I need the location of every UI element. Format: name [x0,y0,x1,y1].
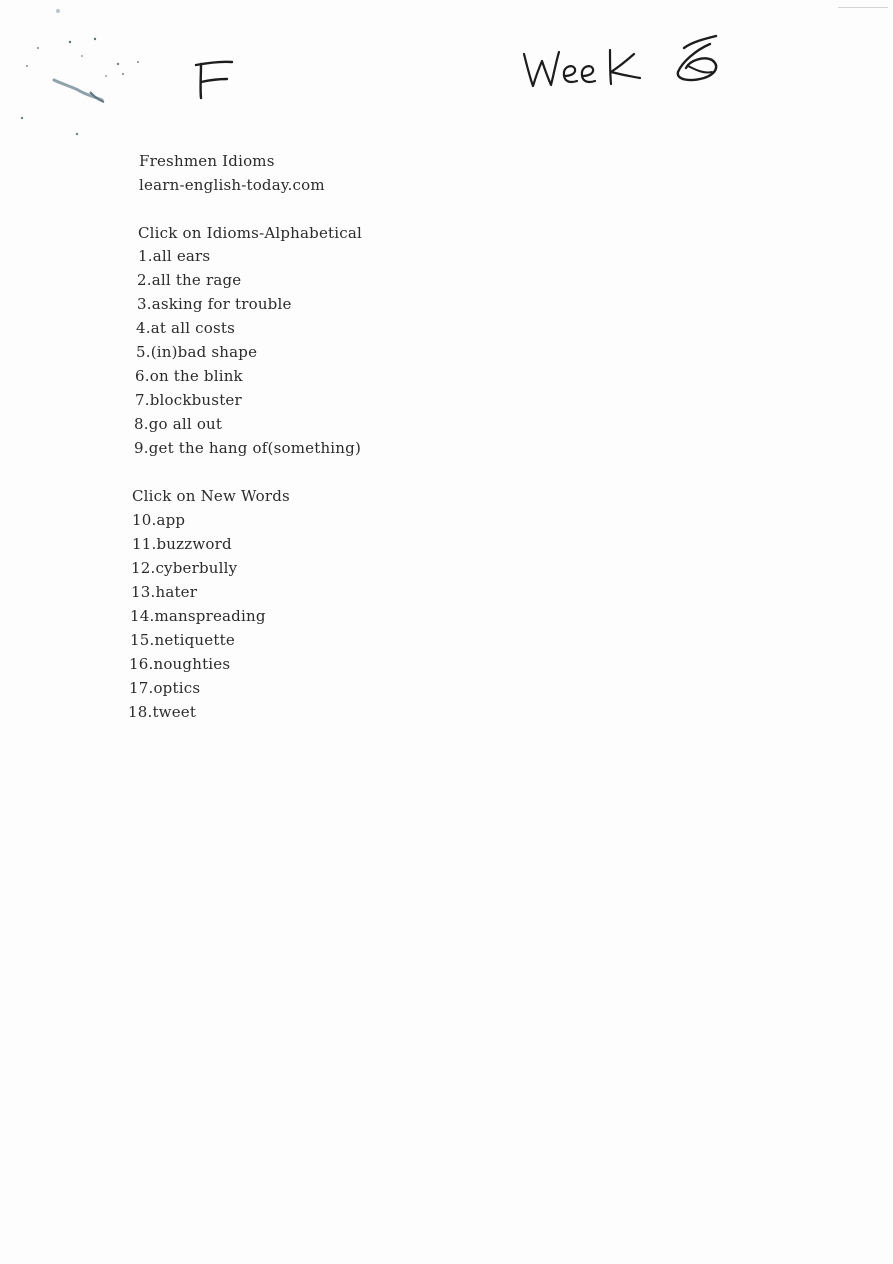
document-title: Freshmen Idioms [139,152,275,170]
list-item: 5.(in)bad shape [136,343,258,361]
words-instruction: Click on New Words [132,487,290,505]
ink-smudge [18,6,148,141]
list-item: 14.manspreading [130,607,266,625]
list-item: 13.hater [131,583,198,601]
list-item: 10.app [132,511,186,529]
list-item: 3.asking for trouble [137,295,292,313]
website-text: learn-english-today.com [139,176,325,194]
list-item: 11.buzzword [132,535,232,553]
list-item: 15.netiquette [130,631,235,649]
list-item: 12.cyberbully [131,559,238,577]
list-item: 16.noughties [129,655,231,673]
list-item: 2.all the rage [137,271,242,289]
list-item: 18.tweet [128,703,197,721]
handwritten-week [520,30,730,92]
list-item: 8.go all out [134,415,223,433]
handwritten-letter [192,56,242,104]
list-item: 4.at all costs [136,319,236,337]
idioms-instruction: Click on Idioms-Alphabetical [138,224,363,242]
list-item: 9.get the hang of(something) [134,439,362,457]
list-item: 1.all ears [138,247,211,265]
scan-edge-line [838,7,888,8]
list-item: 6.on the blink [135,367,243,385]
list-item: 17.optics [129,679,201,697]
list-item: 7.blockbuster [135,391,242,409]
